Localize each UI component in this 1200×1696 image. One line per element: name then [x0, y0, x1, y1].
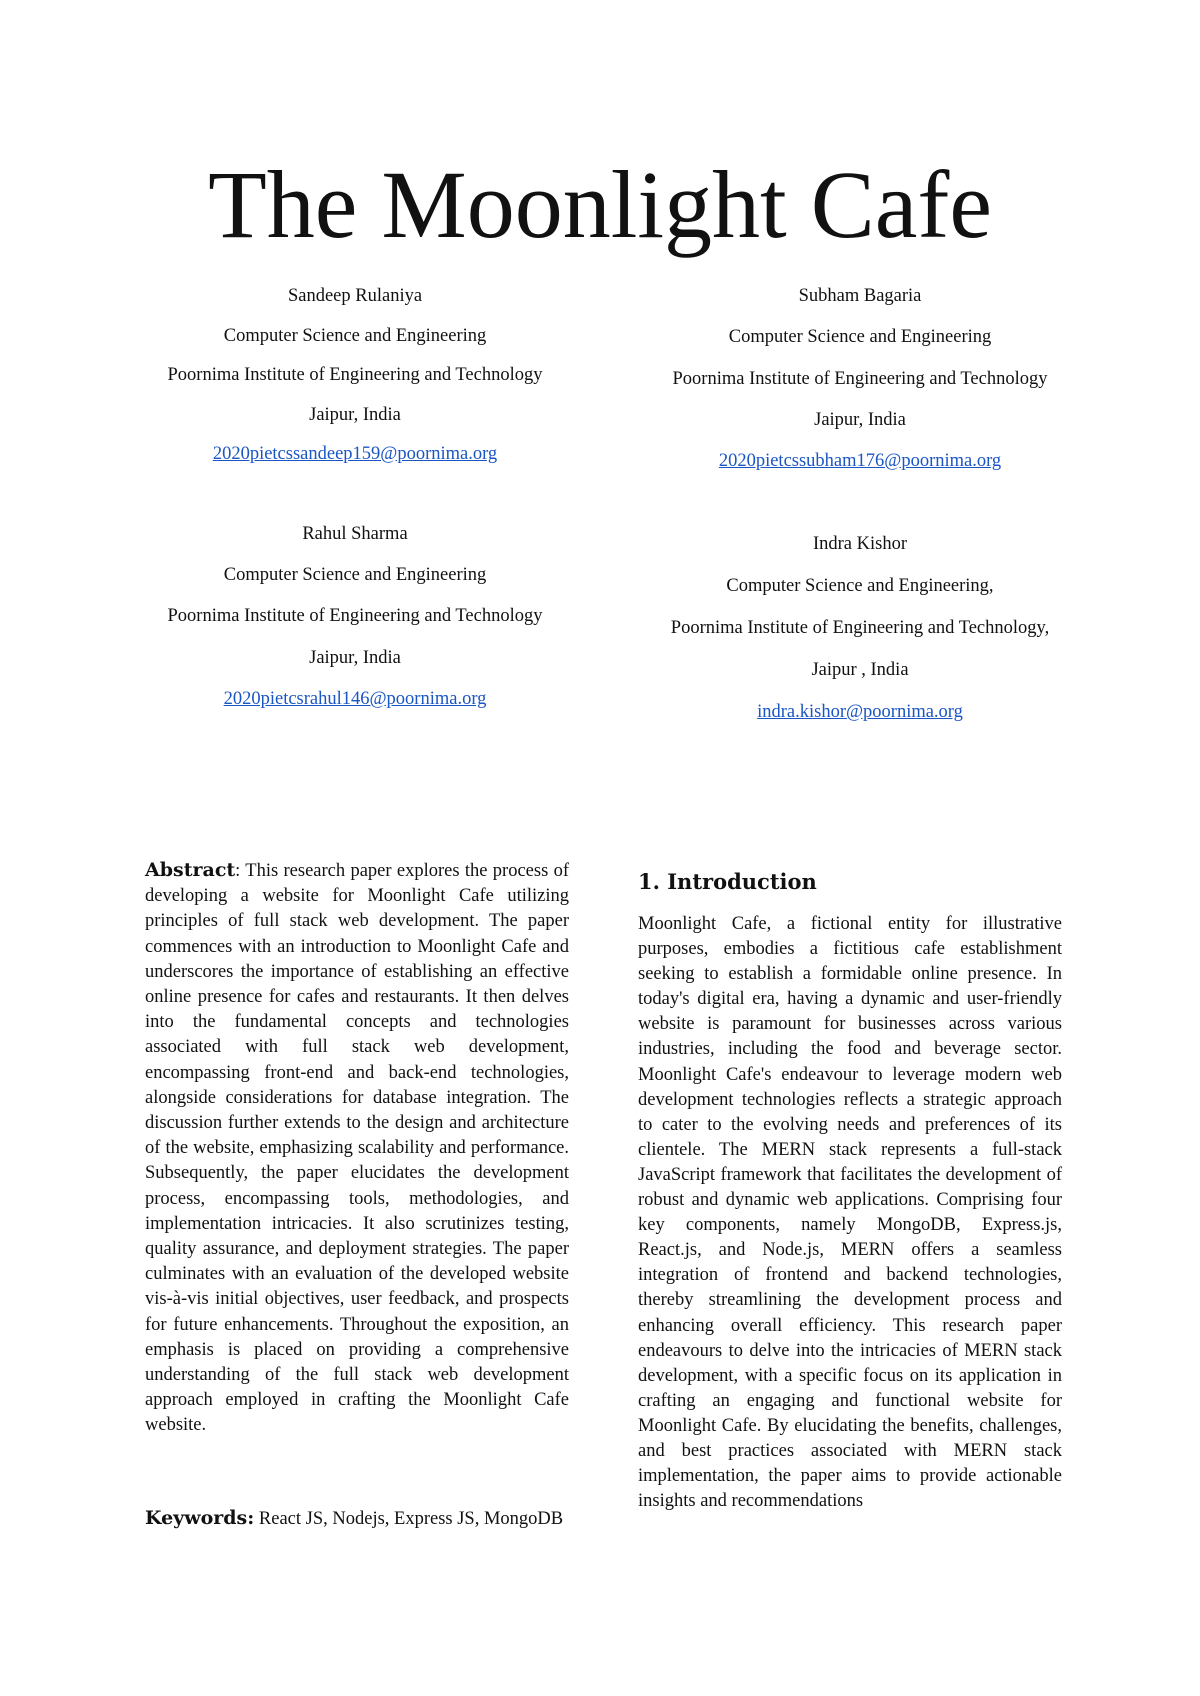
- author-block-4: [620, 534, 1100, 723]
- author-location: Jaipur , India: [811, 660, 909, 680]
- author-location: Jaipur, India: [309, 405, 401, 425]
- author-name: Subham Bagaria: [798, 286, 922, 306]
- author-institute: Poornima Institute of Engineering and Technology: [672, 369, 1048, 389]
- introduction-heading: 1. Introduction: [638, 869, 817, 894]
- author-department: Computer Science and Engineering: [223, 565, 487, 585]
- author-institute: Poornima Institute of Engineering and Technology: [167, 606, 543, 626]
- author-location: Jaipur, India: [814, 410, 906, 430]
- introduction-text: Moonlight Cafe, a fictional entity for illustrative purposes, embodies a fictitious cafe establishment seeking to establish a formidable online presence. In today's digital era, having a dynamic and user-friendly website is paramount for businesses across various industries, including the food and beverage sector. Moonlight Cafe's endeavour to leverage modern web development technologies reflects a strategic approach to cater to the evolving needs and preferences of its clientele. The MERN stack represents a full-stack JavaScript framework that facilitates the development of robust and dynamic web applications. Comprising four key components, namely MongoDB, Express.js, React.js, and Node.js, MERN offers a seamless integration of frontend and backend technologies, thereby streamlining the development process and enhancing overall efficiency. This research paper endeavours to delve into the intricacies of MERN stack development, with a specific focus on its application in crafting an engaging and functional website for Moonlight Cafe. By elucidating the benefits, challenges, and best practices associated with MERN stack implementation, the paper aims to provide actionable insights and recommendations: [638, 914, 1062, 1512]
- abstract-label: Abstract: [145, 859, 236, 881]
- author-department: Computer Science and Engineering: [728, 327, 992, 347]
- paper-title: The Moonlight Cafe: [208, 151, 992, 258]
- author-institute: Poornima Institute of Engineering and Technology,: [670, 618, 1050, 638]
- abstract-section: [145, 858, 569, 1439]
- author-department: Computer Science and Engineering: [223, 326, 487, 346]
- author-institute: Poornima Institute of Engineering and Technology: [167, 365, 543, 385]
- author-email-link[interactable]: 2020pietcsrahul146@poornima.org: [223, 689, 487, 709]
- author-name: Indra Kishor: [812, 534, 908, 554]
- keywords-text: React JS, Nodejs, Express JS, MongoDB: [254, 1509, 564, 1529]
- author-email-link[interactable]: indra.kishor@poornima.org: [757, 702, 963, 722]
- author-name: Rahul Sharma: [302, 524, 408, 544]
- author-block-2: [620, 286, 1100, 472]
- author-name: Sandeep Rulaniya: [287, 286, 423, 306]
- keywords-section: [145, 1506, 569, 1532]
- author-block-1: [130, 286, 580, 465]
- author-location: Jaipur, India: [309, 648, 401, 668]
- keywords-label: Keywords:: [145, 1507, 255, 1529]
- author-email-link[interactable]: 2020pietcssubham176@poornima.org: [718, 451, 1002, 471]
- author-department: Computer Science and Engineering,: [726, 576, 994, 596]
- abstract-text: : This research paper explores the process of developing a website for Moonlight Cafe utilizing principles of full stack web development. The paper commences with an introduction to Moonlight Cafe and underscores the importance of establishing an effective online presence for cafes and restaurants. It then delves into the fundamental concepts and technologies associated with full stack web development, encompassing front-end and back-end technologies, alongside considerations for database integration. The discussion further extends to the design and architecture of the website, emphasizing scalability and performance. Subsequently, the paper elucidates the development process, encompassing tools, methodologies, and implementation intricacies. It also scrutinizes testing, quality assurance, and deployment strategies. The paper culminates with an evaluation of the developed website vis-à-vis initial objectives, user feedback, and prospects for future enhancements. Throughout the exposition, an emphasis is placed on providing a comprehensive understanding of the full stack web development approach employed in crafting the Moonlight Cafe website.: [145, 861, 569, 1436]
- author-email-link[interactable]: 2020pietcssandeep159@poornima.org: [212, 444, 498, 464]
- author-block-3: [130, 524, 580, 710]
